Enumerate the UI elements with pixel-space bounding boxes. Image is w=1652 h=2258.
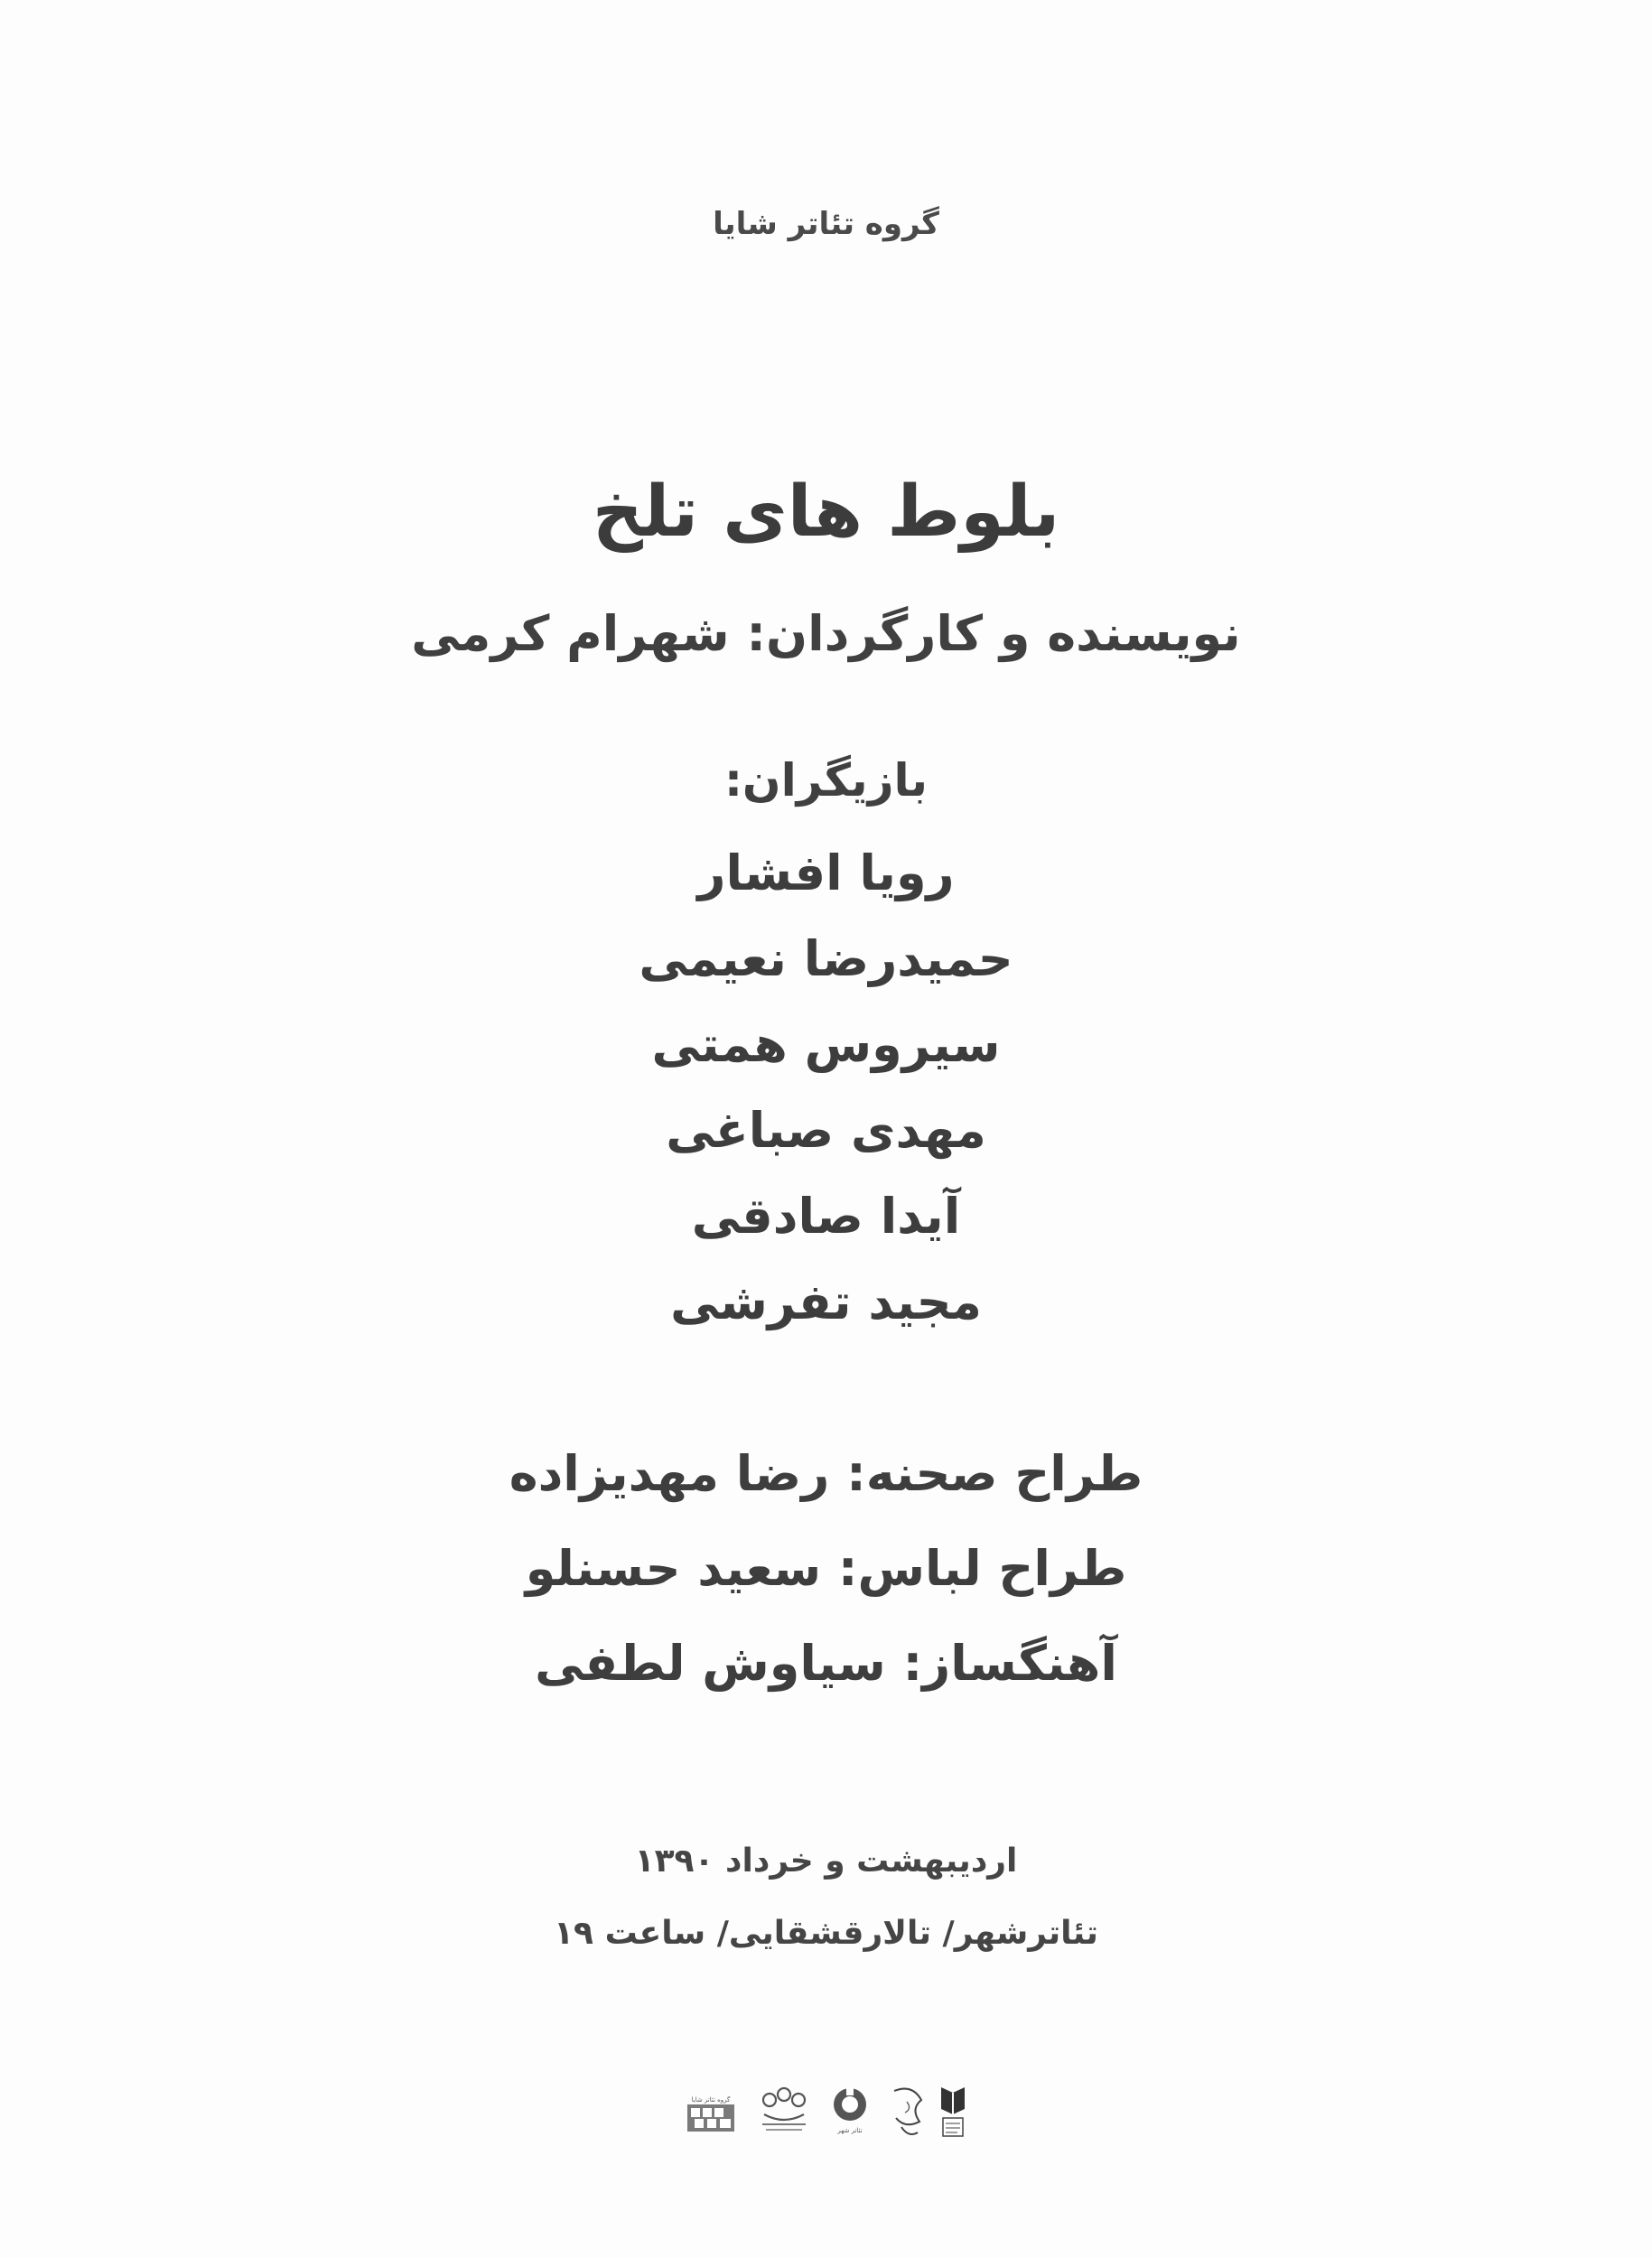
cast-member: آیدا صادقی (691, 1188, 961, 1245)
shaya-logo (686, 2095, 735, 2132)
crew-credit-composer: آهنگساز: سیاوش لطفی (535, 1635, 1117, 1692)
theater-shahr-logo (831, 2085, 869, 2134)
book-icon (938, 2084, 968, 2140)
cast-member: رویا افشار (697, 844, 955, 901)
dramatic-arts-center-logo (757, 2085, 811, 2138)
performance-dates: اردیبهشت و خرداد ۱۳۹۰ (634, 1843, 1018, 1880)
author-director-credit: نویسنده و کارگردان: شهرام کرمی (411, 605, 1241, 662)
book-emblem-logo (938, 2084, 968, 2140)
sponsor-logos (686, 2082, 975, 2154)
performance-venue: تئاترشهر/ تالارقشقایی/ ساعت ۱۹ (554, 1915, 1098, 1952)
cast-member: مجید تفرشی (670, 1274, 982, 1330)
shaya-logo-caption: گروه تئاتر شایا (691, 2096, 731, 2104)
dramatic-arts-emblem-icon (757, 2085, 811, 2138)
group-name: گروه تئاتر شایا (713, 206, 939, 242)
theater-shahr-caption: تئاتر شهر (837, 2127, 863, 2134)
theater-shahr-emblem-icon (831, 2085, 869, 2125)
calligraphic-logo (885, 2082, 930, 2145)
cast-member: مهدی صباغی (666, 1102, 986, 1159)
crew-credit-costume: طراح لباس: سعید حسنلو (525, 1540, 1127, 1597)
cast-heading: بازیگران: (723, 754, 929, 807)
shaya-emblem-icon (686, 2104, 735, 2132)
cast-member: حمیدرضا نعیمی (639, 930, 1013, 987)
play-title: بلوط های تلخ (592, 471, 1060, 553)
cast-member: سیروس همتی (651, 1016, 1001, 1073)
crew-credit-set-design: طراح صحنه: رضا مهدیزاده (509, 1445, 1143, 1502)
calligraphy-emblem-icon (885, 2082, 930, 2145)
